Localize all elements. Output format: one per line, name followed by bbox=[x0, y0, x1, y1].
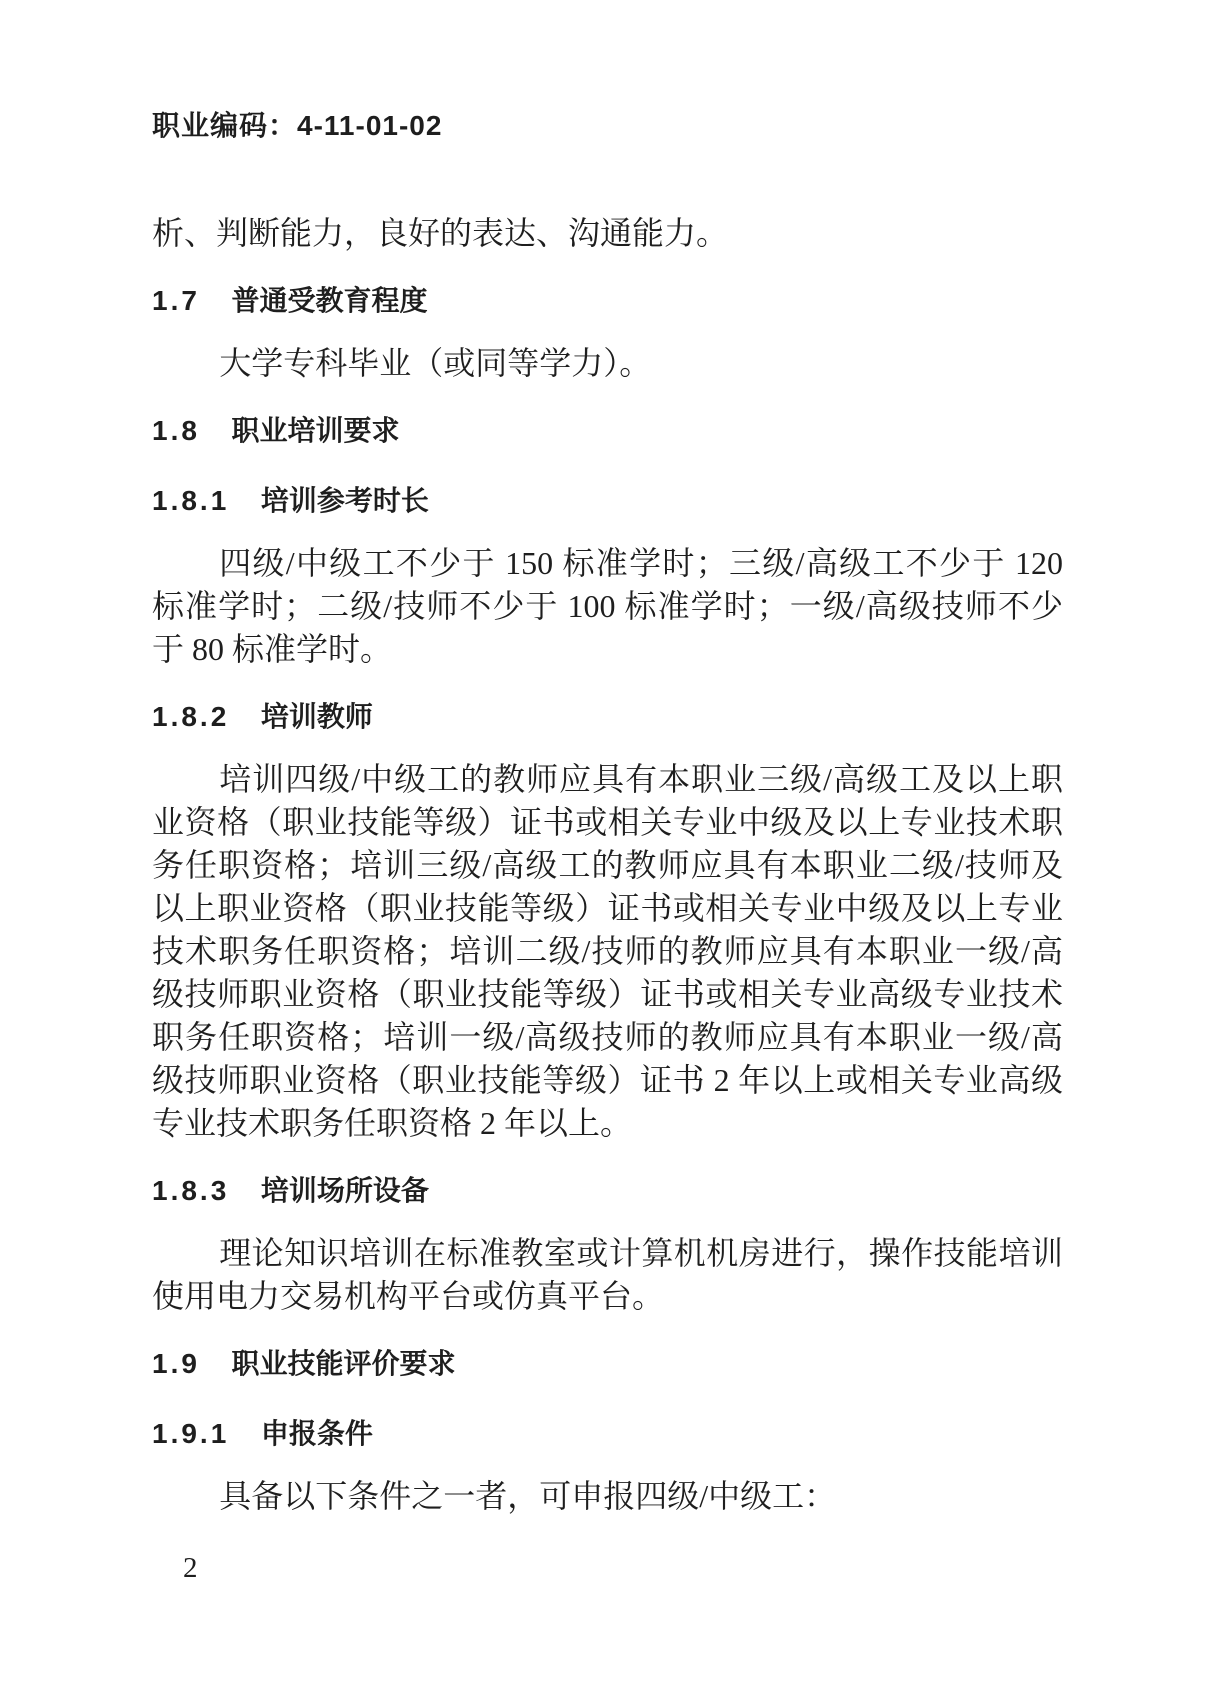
section-heading-1-9-1 bbox=[152, 1418, 1063, 1450]
heading-number: 1.9 bbox=[152, 1348, 200, 1379]
paragraph-application-conditions: 具备以下条件之一者，可申报四级/中级工： bbox=[219, 1478, 837, 1514]
heading-title: 职业技能评价要求 bbox=[231, 1348, 456, 1379]
section-heading-1-8 bbox=[152, 415, 1063, 447]
section-heading-1-8-1 bbox=[152, 485, 1063, 517]
heading-number: 1.7 bbox=[152, 285, 200, 316]
heading-title: 培训教师 bbox=[260, 701, 373, 732]
heading-number: 1.8.3 bbox=[152, 1175, 230, 1206]
document-body bbox=[152, 212, 1063, 1518]
heading-title: 申报条件 bbox=[260, 1418, 373, 1449]
paragraph-education-level: 大学专科毕业（或同等学力）。 bbox=[219, 345, 652, 381]
paragraph-training-teachers: 培训四级/中级工的教师应具有本职业三级/高级工及以上职业资格（职业技能等级）证书或相关专业中级及以上专业技术职务任职资格；培训三级/高级工的教师应具有本职业二级/技师及以上职业资格（职业技能等级）证书或相关专业中级及以上专业技术职务任职资格；培训二级/技师的教师应具有本职业一级/高级技师职业资格（职业技能等级）证书或相关专业高级专业技术职务任职资格；培训一级/高级技师的教师应具有本职业一级/高级技师职业资格（职业技能等级）证书 2 年以上或相关专业高级专业技术职务任职资格 2 年以上。 bbox=[152, 761, 1063, 1141]
heading-number: 1.8.1 bbox=[152, 485, 230, 516]
section-heading-1-7 bbox=[152, 285, 1063, 317]
heading-title: 普通受教育程度 bbox=[231, 285, 428, 316]
heading-title: 培训场所设备 bbox=[260, 1175, 429, 1206]
paragraph-training-facilities: 理论知识培训在标准教室或计算机机房进行，操作技能培训使用电力交易机构平台或仿真平台。 bbox=[152, 1235, 1063, 1314]
heading-number: 1.8 bbox=[152, 415, 200, 446]
section-heading-1-9 bbox=[152, 1348, 1063, 1380]
section-heading-1-8-2 bbox=[152, 701, 1063, 733]
heading-number: 1.8.2 bbox=[152, 701, 230, 732]
heading-number: 1.9.1 bbox=[152, 1418, 230, 1449]
section-heading-1-8-3 bbox=[152, 1175, 1063, 1207]
paragraph-continuation: 析、判断能力，良好的表达、沟通能力。 bbox=[152, 215, 729, 251]
heading-title: 培训参考时长 bbox=[260, 485, 429, 516]
paragraph-training-hours: 四级/中级工不少于 150 标准学时；三级/高级工不少于 120 标准学时；二级/技师不少于 100 标准学时；一级/高级技师不少于 80 标准学时。 bbox=[152, 545, 1063, 667]
page-number: 2 bbox=[183, 1552, 198, 1584]
occupation-code-header: 职业编码：4-11-01-02 bbox=[152, 110, 443, 141]
heading-title: 职业培训要求 bbox=[231, 415, 400, 446]
